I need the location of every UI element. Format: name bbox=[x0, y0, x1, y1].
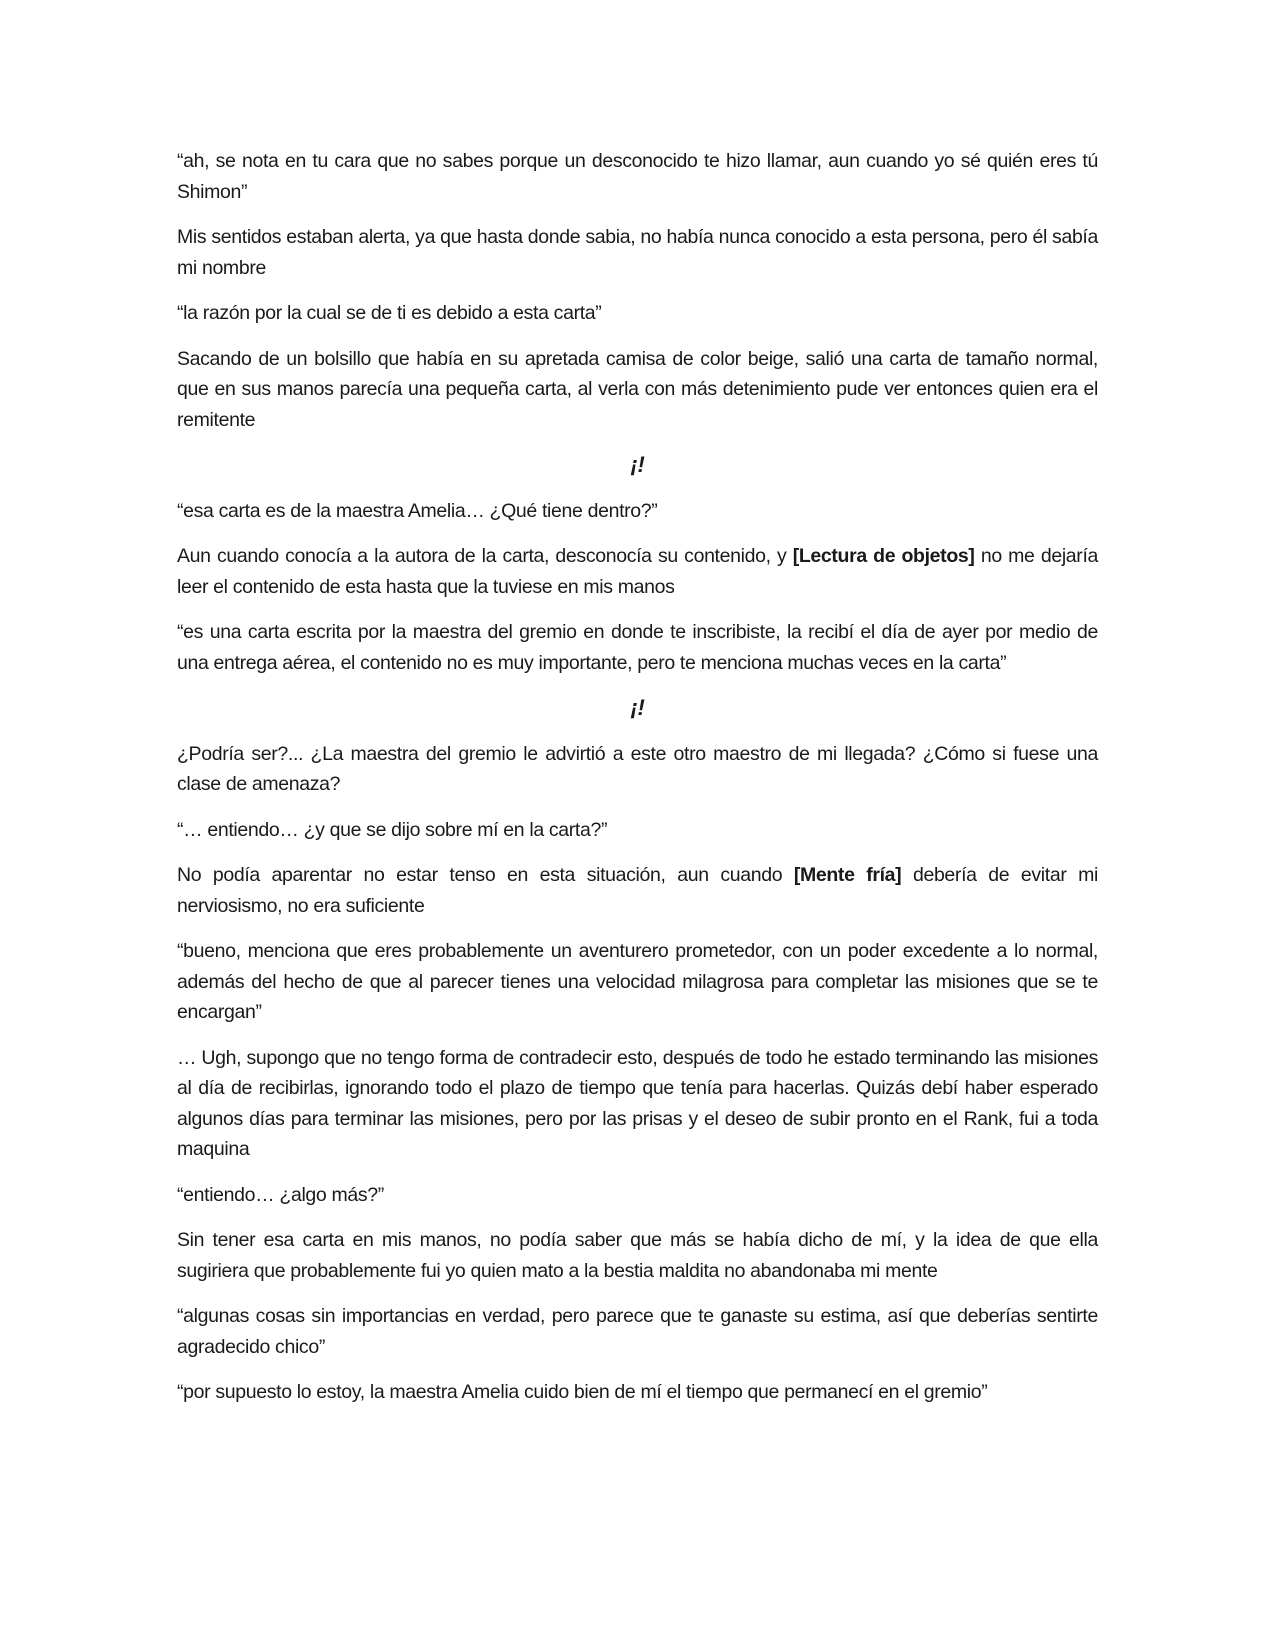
paragraph: “… entiendo… ¿y que se dijo sobre mí en la carta?” bbox=[177, 818, 608, 841]
paragraph: “ah, se nota en tu cara que no sabes porque un desconocido te hizo llamar, aun cuando yo sé quién eres tú Shimon” bbox=[177, 150, 1098, 203]
paragraph bbox=[177, 541, 1098, 602]
paragraph: “entiendo… ¿algo más?” bbox=[177, 1183, 384, 1206]
paragraph: “algunas cosas sin importancias en verdad, pero parece que te ganaste su estima, así que deberías sentirte agradecido chico” bbox=[177, 1305, 1098, 1358]
text: No podía aparentar no estar tenso en esta situación, aun cuando bbox=[177, 864, 794, 886]
text: no me dejaría leer el contenido de esta hasta que la tuviese en mis manos bbox=[177, 545, 1099, 598]
text: Aun cuando conocía a la autora de la carta, desconocía su contenido, y bbox=[177, 545, 793, 567]
paragraph: “es una carta escrita por la maestra del gremio en donde te inscribiste, la recibí el día de ayer por medio de una entrega aérea, el contenido no es muy importante, pero te menciona muchas veces en la carta” bbox=[177, 621, 1098, 674]
section-separator: ¡! bbox=[630, 695, 645, 720]
paragraph: Mis sentidos estaban alerta, ya que hasta donde sabia, no había nunca conocido a esta persona, pero él sabía mi nombre bbox=[177, 226, 1098, 279]
paragraph bbox=[177, 860, 1098, 921]
bold-skill-name: [Lectura de objetos] bbox=[792, 545, 975, 567]
paragraph: Sacando de un bolsillo que había en su apretada camisa de color beige, salió una carta de tamaño normal, que en sus manos parecía una pequeña carta, al verla con más detenimiento pude ver entonces quien era el remitente bbox=[177, 347, 1098, 431]
paragraph: “esa carta es de la maestra Amelia… ¿Qué tiene dentro?” bbox=[177, 499, 658, 522]
text: debería de evitar mi nerviosismo, no era suficiente bbox=[177, 864, 1098, 917]
paragraph: “bueno, menciona que eres probablemente un aventurero prometedor, con un poder excedente a lo normal, además del hecho de que al parecer tienes una velocidad milagrosa para completar las misiones que se te encargan” bbox=[177, 940, 1098, 1023]
document-page bbox=[177, 146, 1098, 1423]
section-separator: ¡! bbox=[630, 452, 645, 477]
paragraph: Sin tener esa carta en mis manos, no podía saber que más se había dicho de mí, y la idea de que ella sugiriera que probablemente fui yo quien mato a la bestia maldita no abandonaba mi mente bbox=[177, 1229, 1098, 1282]
paragraph: … Ugh, supongo que no tengo forma de contradecir esto, después de todo he estado terminando las misiones al día de recibirlas, ignorando todo el plazo de tiempo que tenía para hacerlas. Quizás debí haber esperado algunos días para terminar las misiones, pero por las prisas y el deseo de subir pronto en el Rank, fui a toda maquina bbox=[177, 1046, 1098, 1160]
paragraph: “la razón por la cual se de ti es debido a esta carta” bbox=[177, 302, 602, 324]
paragraph: “por supuesto lo estoy, la maestra Amelia cuido bien de mí el tiempo que permanecí en el gremio” bbox=[177, 1381, 988, 1403]
paragraph: ¿Podría ser?... ¿La maestra del gremio le advirtió a este otro maestro de mi llegada? ¿Cómo si fuese una clase de amenaza? bbox=[177, 742, 1098, 795]
bold-skill-name: [Mente fría] bbox=[793, 864, 902, 886]
